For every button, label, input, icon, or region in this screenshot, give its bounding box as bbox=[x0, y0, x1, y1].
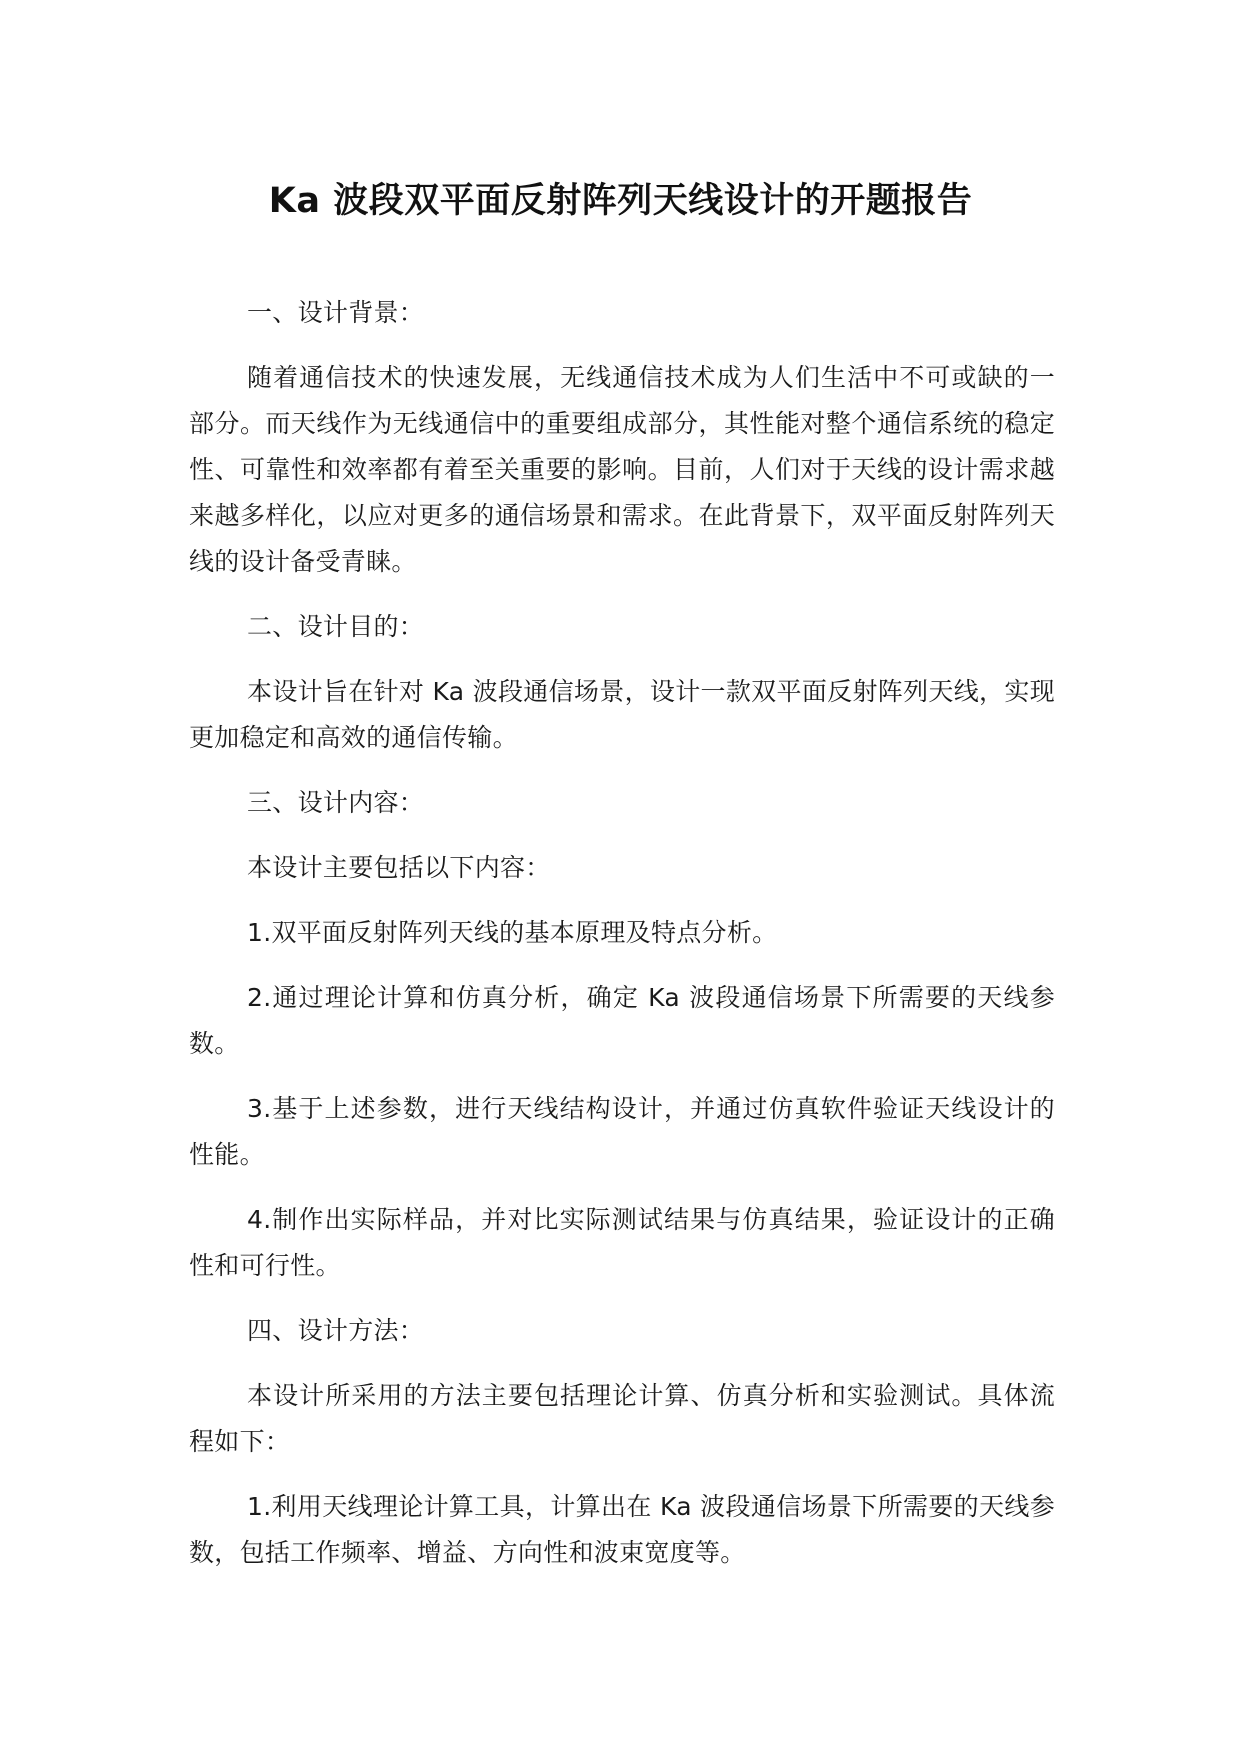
paragraph-content-intro: 本设计主要包括以下内容： bbox=[247, 853, 551, 882]
content-item-1: 1.双平面反射阵列天线的基本原理及特点分析。 bbox=[247, 918, 778, 947]
section-heading-purpose: 二、设计目的： bbox=[247, 612, 425, 641]
paragraph-method-intro: 本设计所采用的方法主要包括理论计算、仿真分析和实验测试。具体流程如下： bbox=[189, 1381, 1055, 1456]
document-body bbox=[189, 290, 1055, 1595]
paragraph-purpose: 本设计旨在针对 Ka 波段通信场景，设计一款双平面反射阵列天线，实现更加稳定和高效的通信传输。 bbox=[189, 677, 1055, 752]
document-title: Ka 波段双平面反射阵列天线设计的开题报告 bbox=[268, 181, 973, 221]
method-item-1: 1.利用天线理论计算工具，计算出在 Ka 波段通信场景下所需要的天线参数，包括工作频率、增益、方向性和波束宽度等。 bbox=[189, 1492, 1055, 1567]
paragraph-background: 随着通信技术的快速发展，无线通信技术成为人们生活中不可或缺的一部分。而天线作为无线通信中的重要组成部分，其性能对整个通信系统的稳定性、可靠性和效率都有着至关重要的影响。目前，人们对于天线的设计需求越来越多样化，以应对更多的通信场景和需求。在此背景下，双平面反射阵列天线的设计备受青睐。 bbox=[189, 363, 1055, 576]
content-item-2: 2.通过理论计算和仿真分析，确定 Ka 波段通信场景下所需要的天线参数。 bbox=[189, 983, 1055, 1058]
section-heading-method: 四、设计方法： bbox=[247, 1316, 425, 1345]
section-heading-background: 一、设计背景： bbox=[247, 298, 425, 327]
section-heading-content: 三、设计内容： bbox=[247, 788, 425, 817]
content-item-4: 4.制作出实际样品，并对比实际测试结果与仿真结果，验证设计的正确性和可行性。 bbox=[189, 1205, 1055, 1280]
content-item-3: 3.基于上述参数，进行天线结构设计，并通过仿真软件验证天线设计的性能。 bbox=[189, 1094, 1055, 1169]
